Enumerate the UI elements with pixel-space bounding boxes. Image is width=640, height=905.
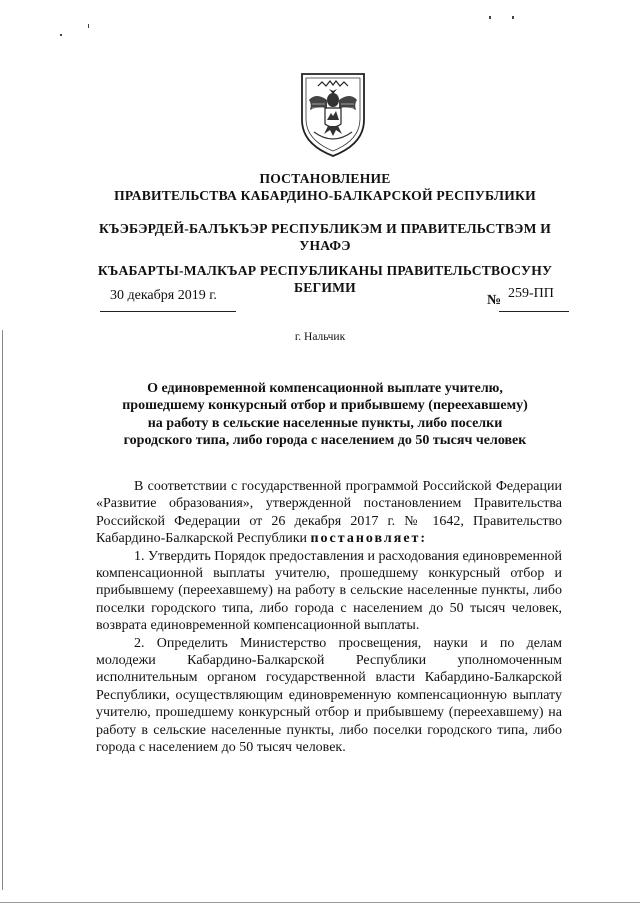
- scan-edge-bottom: [0, 902, 640, 903]
- scan-mark: [489, 16, 491, 19]
- title-line-3: на работу в сельские населенные пункты, либо поселки: [147, 415, 503, 431]
- document-title: [95, 380, 555, 450]
- decree-heading: [60, 170, 590, 204]
- balkar-line-2: БЕГИМИ: [294, 280, 356, 295]
- decree-word: постановляет:: [310, 531, 428, 547]
- title-line-1: О единовременной компенсационной выплате учителю,: [147, 381, 503, 396]
- scan-mark: [88, 24, 89, 28]
- intro-paragraph: [96, 478, 562, 548]
- date-underline: [100, 311, 236, 312]
- scan-mark: [512, 16, 514, 19]
- title-line-2: прошедшему конкурсный отбор и прибывшему (переехавшему): [122, 398, 528, 414]
- heading-line-1: ПОСТАНОВЛЕНИЕ: [259, 171, 391, 186]
- intro-text: В соответствии с государственной программой Российской Федерации «Развитие образования», утвержденной постановлением Правительства Российской Федерации от 26 декабря 2017 г. № 1642, Правительство Кабардино-Балкарской Республики: [96, 479, 562, 547]
- document-body: [96, 478, 562, 757]
- balkar-line-1: КЪАБАРТЫ-МАЛКЪАР РЕСПУБЛИКАНЫ ПРАВИТЕЛЬСТВОСУНУ: [97, 263, 553, 278]
- kabardian-line-1: КЪЭБЭРДЕЙ-БАЛЪКЪЭР РЕСПУБЛИКЭМ И ПРАВИТЕЛЬСТВЭМ И: [98, 221, 552, 236]
- scan-mark: [60, 34, 62, 36]
- decree-date: 30 декабря 2019 г.: [110, 288, 217, 303]
- coat-of-arms-emblem: [298, 70, 368, 158]
- number-underline: [499, 311, 569, 312]
- decree-number: 259-ПП: [508, 286, 554, 301]
- city-name: г. Нальчик: [294, 331, 346, 343]
- item-2-paragraph: 2. Определить Министерство просвещения, науки и по делам молодежи Кабардино-Балкарской Республики уполномоченным исполнительным органом государственной власти Кабардино-Балкарской Республики, осуществляющим единовременную компенсационную выплату учителю, прошедшему конкурсный отбор и прибывшему (переехавшему) на работу в сельские населенные пункты, либо поселки городского типа, либо города с населением до 50 тысяч человек.: [96, 635, 562, 756]
- item-1-paragraph: 1. Утвердить Порядок предоставления и расходования единовременной компенсационной выплаты учителю, прошедшему конкурсный отбор и прибывшему (переехавшему) на работу в сельские населенные пункты, либо поселки городского типа, либо города с населением до 50 тысяч человек, возврата единовременной компенсационной выплаты.: [96, 548, 562, 634]
- kabardian-line-2: УНАФЭ: [299, 238, 351, 253]
- heading-line-2: ПРАВИТЕЛЬСТВА КАБАРДИНО-БАЛКАРСКОЙ РЕСПУБЛИКИ: [114, 188, 536, 203]
- number-sign: №: [487, 293, 502, 308]
- title-line-4: городского типа, либо города с населением до 50 тысяч человек: [123, 433, 527, 449]
- scan-edge-left: [2, 330, 3, 890]
- kabardian-heading: [60, 220, 590, 254]
